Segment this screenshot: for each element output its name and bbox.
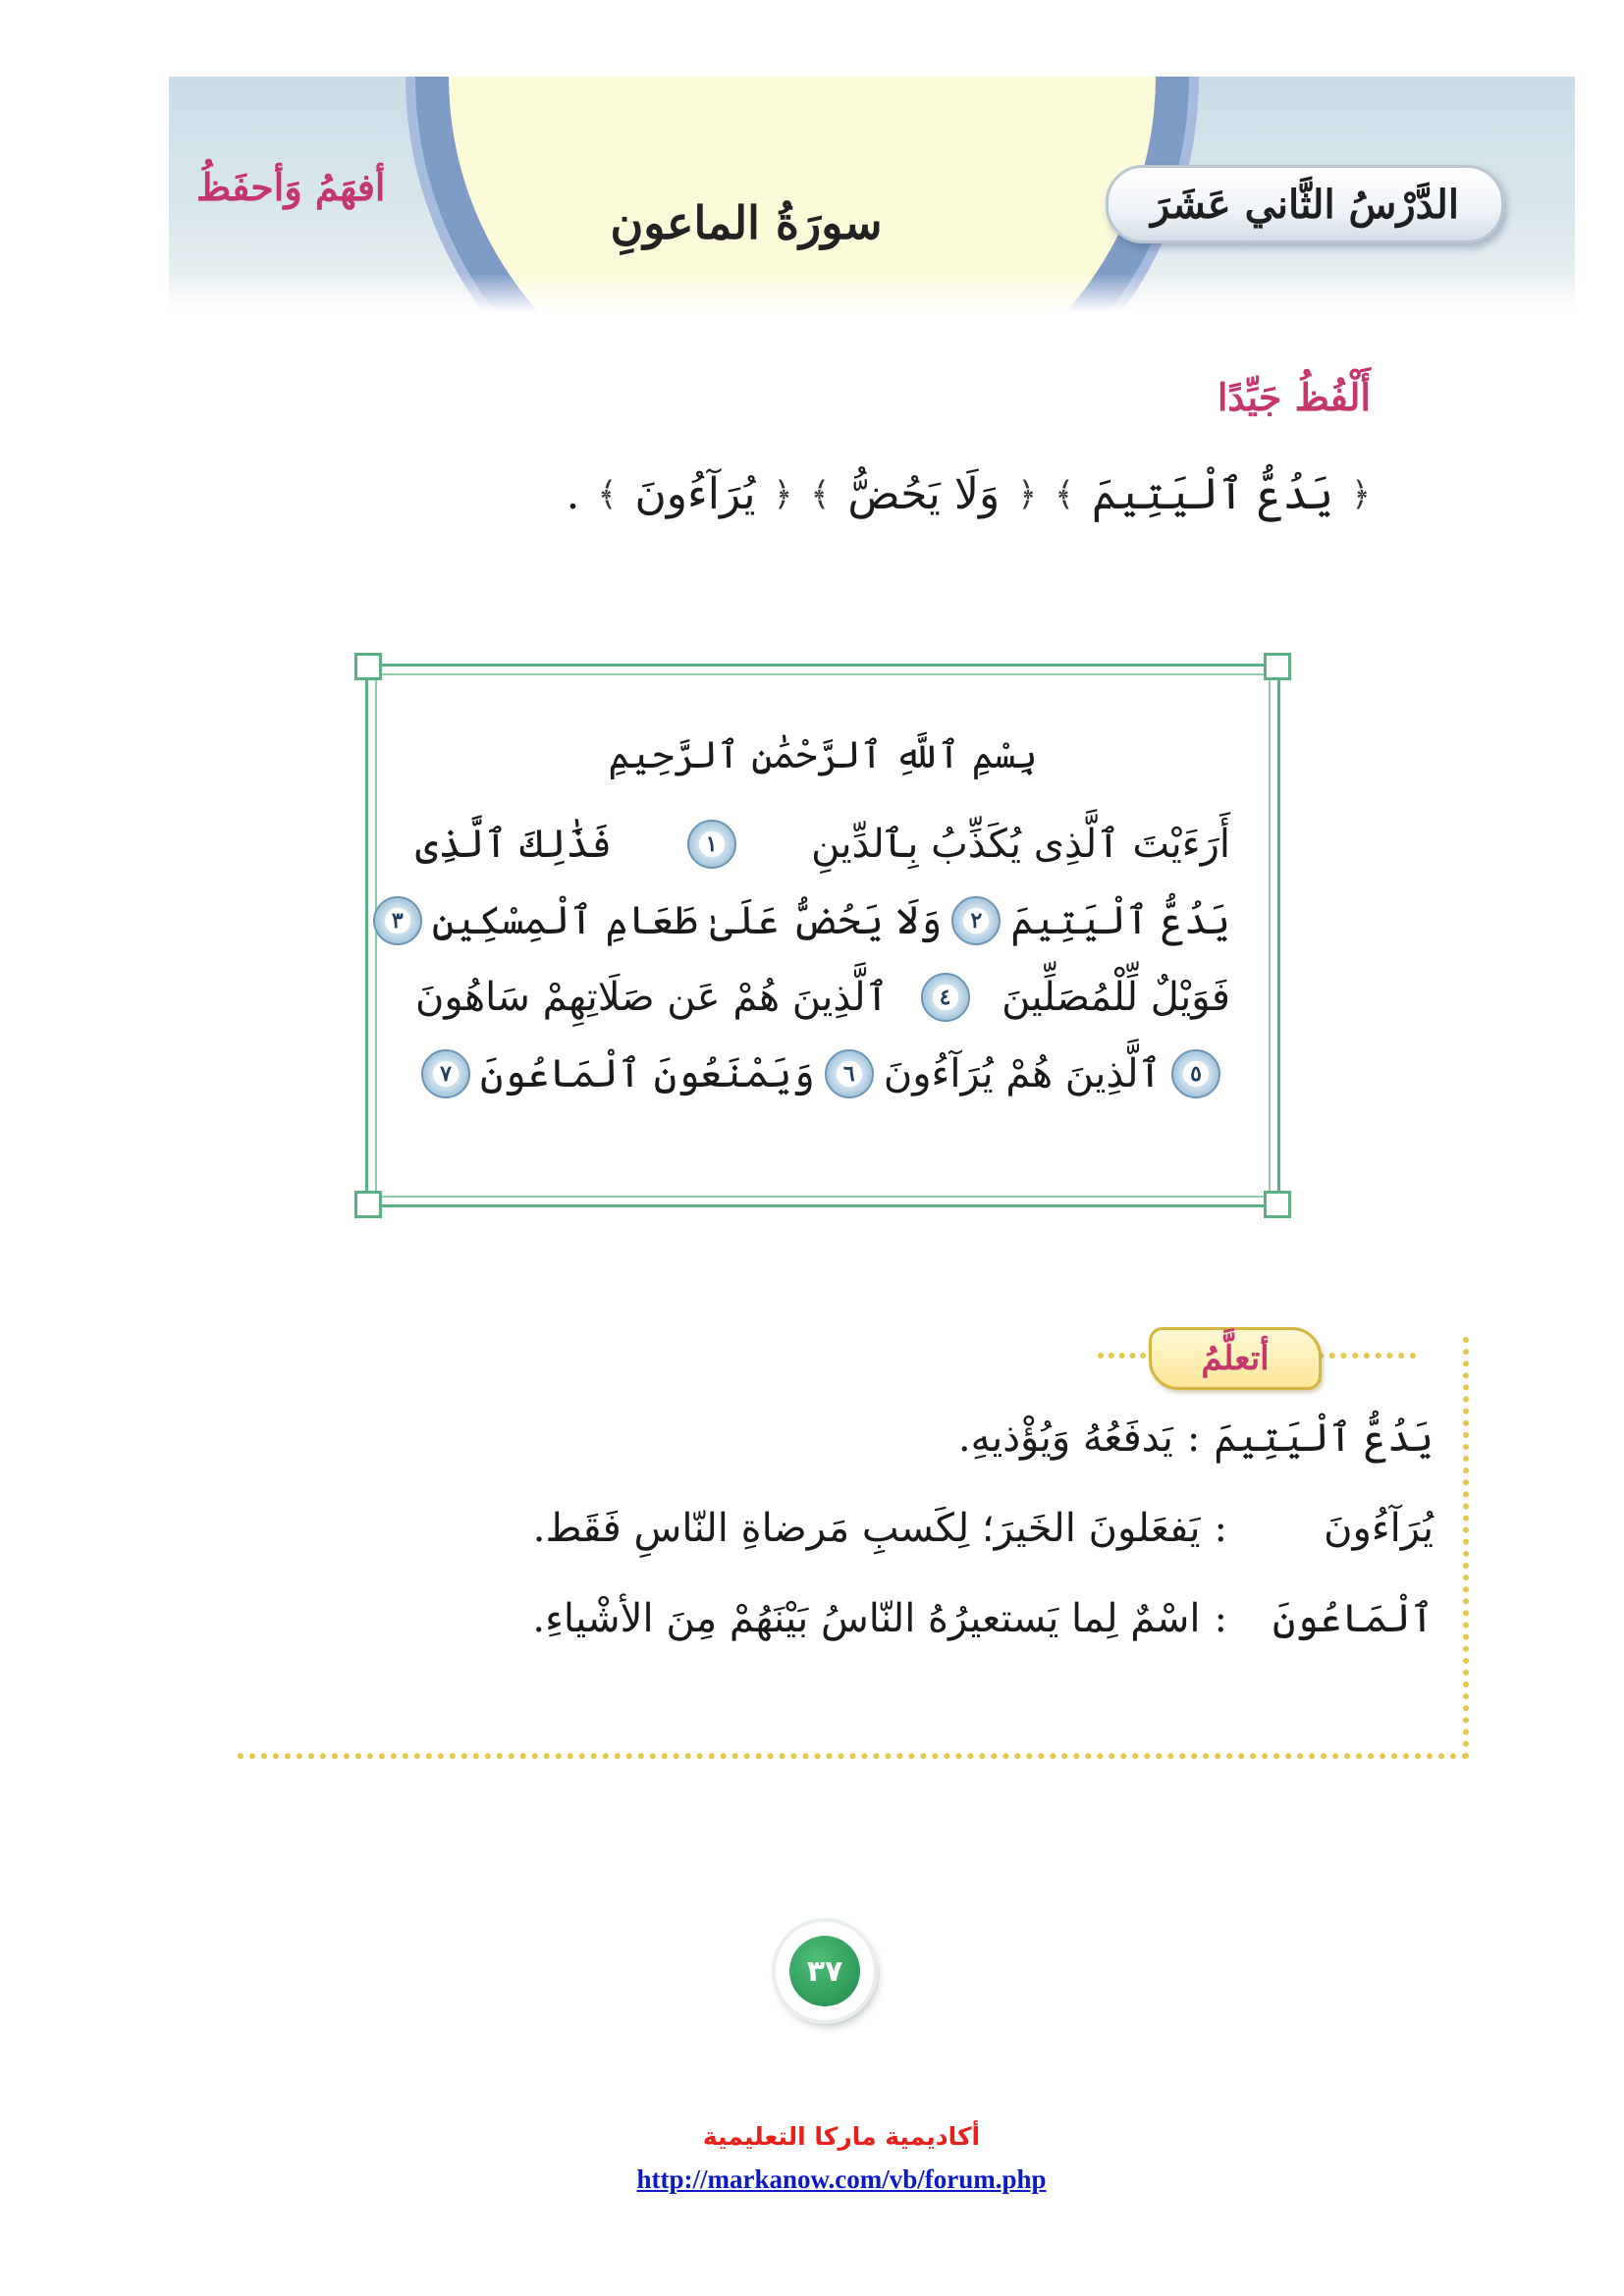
pronounce-end-mark: . (566, 469, 580, 519)
lesson-number-badge (1106, 165, 1504, 243)
surah-title: سورَةُ الماعونِ (610, 196, 883, 249)
verse-text: يَدُعُّ ٱلْيَتِيمَ (1010, 898, 1230, 943)
verse-text: ٱلَّذِينَ هُمْ عَن صَلَاتِهِمْ سَاهُونَ (415, 975, 889, 1020)
quran-bracket-open: ﴿ (1017, 475, 1038, 514)
section-tag: أفهَمُ وَأحفَظُ (196, 165, 386, 209)
definition-term: يَدُعُّ ٱلْيَتِيمَ (1214, 1415, 1434, 1461)
verse-text: أَرَءَيْتَ ٱلَّذِى يُكَذِّبُ بِٱلدِّينِ (811, 822, 1230, 867)
definition-separator: : (1214, 1506, 1227, 1551)
frame-corner-ornament (1264, 653, 1291, 680)
definitions-list (277, 1415, 1434, 1686)
frame-corner-ornament (1264, 1191, 1291, 1218)
verse-text: فَذَٰلِكَ ٱلَّذِى (415, 822, 613, 867)
footer-org-name: أكاديمية ماركا التعليمية (702, 2122, 981, 2151)
verse-line (415, 1036, 1230, 1112)
verse-number-medallion: ٥ (1171, 1049, 1220, 1098)
verse-line (391, 882, 1230, 959)
page-number: ٣٧ (789, 1936, 860, 2006)
definition-row (277, 1596, 1434, 1686)
verse-lines (391, 806, 1230, 1112)
pronounce-word: يُرَآءُونَ (634, 469, 756, 519)
verse-number-medallion: ٤ (921, 973, 970, 1022)
definition-separator: : (1186, 1415, 1201, 1461)
quran-bracket-open: ﴿ (1351, 475, 1371, 514)
verse-text: وَلَا يَحُضُّ عَلَىٰ طَعَامِ ٱلْمِسْكِينِ (431, 898, 943, 943)
definition-term: يُرَآءُونَ (1324, 1506, 1434, 1551)
verse-number-medallion: ٣ (373, 896, 422, 945)
learn-box (238, 1327, 1469, 1759)
verse-number-medallion: ٧ (421, 1049, 470, 1098)
pronounce-words (567, 469, 1371, 519)
definition-separator: : (1214, 1596, 1227, 1641)
pronounce-word: وَلَا يَحُضُّ (847, 469, 1001, 519)
definition-meaning: اسْمٌ لِما يَستعيرُهُ النّاسُ بَيْنَهُمْ مِنَ الأشْياءِ. (532, 1596, 1201, 1641)
verse-number-medallion: ٢ (951, 896, 1001, 945)
verse-number-medallion: ٦ (825, 1049, 874, 1098)
basmala: بِسْمِ ٱللَّهِ ٱلرَّحْمَٰنِ ٱلرَّحِيمِ (608, 733, 1038, 776)
pronounce-heading: أَلْفُظُ جَيِّدًا (1217, 375, 1371, 419)
learn-tab: أتعلَّمُ (1149, 1327, 1322, 1390)
definition-term: ٱلْمَاعُونَ (1272, 1596, 1434, 1641)
quran-frame (365, 664, 1280, 1207)
verse-number-medallion: ١ (687, 820, 736, 869)
verse-text: وَيَمْنَعُونَ ٱلْمَاعُونَ (479, 1051, 815, 1096)
quran-bracket-close: ﴾ (1055, 475, 1075, 514)
page-number-badge (776, 1922, 874, 2020)
pronounce-word: يَدُعُّ ٱلْيَتِيمَ (1092, 469, 1334, 519)
frame-corner-ornament (354, 1191, 382, 1218)
quran-bracket-close: ﴾ (810, 475, 831, 514)
frame-corner-ornament (354, 653, 382, 680)
footer-forum-link[interactable]: http://markanow.com/vb/forum.php (636, 2164, 1047, 2194)
definition-meaning: يَفعَلونَ الخَيرَ؛ لِكَسبِ مَرضاةِ النّاسِ فَقَط. (532, 1506, 1201, 1551)
quran-bracket-open: ﴿ (773, 475, 793, 514)
quran-bracket-close: ﴾ (597, 475, 618, 514)
lesson-label: الدَّرْسُ الثَّاني عَشَرَ (1151, 181, 1459, 228)
verse-line (415, 959, 1230, 1036)
definition-row (277, 1506, 1434, 1596)
verse-text: فَوَيْلٌ لِّلْمُصَلِّينَ (1001, 975, 1230, 1020)
verse-line (415, 806, 1230, 882)
definition-row (277, 1415, 1434, 1506)
verse-text: ٱلَّذِينَ هُمْ يُرَآءُونَ (883, 1051, 1162, 1096)
definition-meaning: يَدفَعُهُ وَيُؤْذيهِ. (957, 1415, 1173, 1461)
